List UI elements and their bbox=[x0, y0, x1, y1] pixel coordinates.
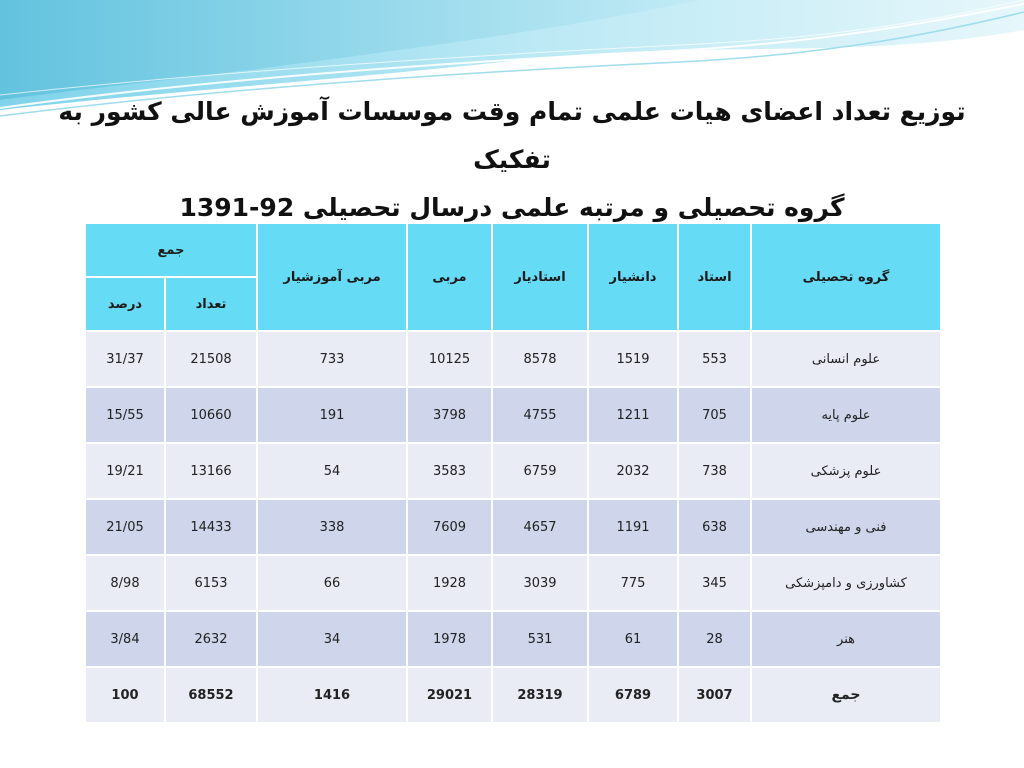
table-row bbox=[85, 611, 941, 667]
cell-group: هنر bbox=[751, 611, 941, 667]
cell-professor: 345 bbox=[678, 555, 751, 611]
cell-instructor: 10125 bbox=[407, 331, 492, 387]
slide-title bbox=[40, 88, 984, 232]
cell-instructor: 1978 bbox=[407, 611, 492, 667]
cell-associate: 1519 bbox=[588, 331, 678, 387]
header-group: گروه تحصیلی bbox=[751, 223, 941, 331]
cell-associate: 2032 bbox=[588, 443, 678, 499]
title-line-1: توزیع تعداد اعضای هیات علمی تمام وقت موسسات آموزش عالی کشور به تفکیک bbox=[58, 97, 966, 174]
header-instructor: مربی bbox=[407, 223, 492, 331]
cell-teaching-assistant: 34 bbox=[257, 611, 407, 667]
cell-teaching-assistant-total: 1416 bbox=[257, 667, 407, 723]
header-count: تعداد bbox=[165, 277, 257, 331]
cell-teaching-assistant: 191 bbox=[257, 387, 407, 443]
header-percent: درصد bbox=[85, 277, 165, 331]
cell-professor: 705 bbox=[678, 387, 751, 443]
cell-assistant: 3039 bbox=[492, 555, 588, 611]
cell-group: علوم پایه bbox=[751, 387, 941, 443]
cell-percent: 8/98 bbox=[85, 555, 165, 611]
cell-assistant: 8578 bbox=[492, 331, 588, 387]
cell-assistant: 4755 bbox=[492, 387, 588, 443]
cell-associate: 1191 bbox=[588, 499, 678, 555]
cell-associate-total: 6789 bbox=[588, 667, 678, 723]
cell-group: علوم انسانی bbox=[751, 331, 941, 387]
cell-count-total: 68552 bbox=[165, 667, 257, 723]
cell-count: 6153 bbox=[165, 555, 257, 611]
cell-instructor: 3583 bbox=[407, 443, 492, 499]
title-line-2: گروه تحصیلی و مرتبه علمی درسال تحصیلی 92-1391 bbox=[179, 193, 845, 222]
cell-assistant: 6759 bbox=[492, 443, 588, 499]
header-associate: دانشیار bbox=[588, 223, 678, 331]
cell-professor: 553 bbox=[678, 331, 751, 387]
cell-count: 13166 bbox=[165, 443, 257, 499]
cell-associate: 61 bbox=[588, 611, 678, 667]
cell-professor-total: 3007 bbox=[678, 667, 751, 723]
cell-associate: 775 bbox=[588, 555, 678, 611]
cell-percent-total: 100 bbox=[85, 667, 165, 723]
header-sum: جمع bbox=[85, 223, 257, 277]
cell-professor: 28 bbox=[678, 611, 751, 667]
cell-percent: 15/55 bbox=[85, 387, 165, 443]
cell-assistant: 4657 bbox=[492, 499, 588, 555]
table-total-row bbox=[85, 667, 941, 723]
table-row bbox=[85, 499, 941, 555]
table-row bbox=[85, 331, 941, 387]
table-row bbox=[85, 555, 941, 611]
cell-assistant: 531 bbox=[492, 611, 588, 667]
cell-instructor-total: 29021 bbox=[407, 667, 492, 723]
cell-percent: 19/21 bbox=[85, 443, 165, 499]
cell-percent: 3/84 bbox=[85, 611, 165, 667]
faculty-distribution-table bbox=[84, 222, 942, 724]
cell-group: کشاورزی و دامپزشکی bbox=[751, 555, 941, 611]
cell-instructor: 1928 bbox=[407, 555, 492, 611]
cell-assistant-total: 28319 bbox=[492, 667, 588, 723]
cell-associate: 1211 bbox=[588, 387, 678, 443]
header-assistant: استادیار bbox=[492, 223, 588, 331]
table-row bbox=[85, 387, 941, 443]
header-professor: استاد bbox=[678, 223, 751, 331]
cell-teaching-assistant: 733 bbox=[257, 331, 407, 387]
cell-percent: 21/05 bbox=[85, 499, 165, 555]
header-teaching-assistant: مربی آموزشیار bbox=[257, 223, 407, 331]
cell-count: 10660 bbox=[165, 387, 257, 443]
cell-percent: 31/37 bbox=[85, 331, 165, 387]
cell-teaching-assistant: 54 bbox=[257, 443, 407, 499]
table-row bbox=[85, 443, 941, 499]
cell-count: 21508 bbox=[165, 331, 257, 387]
cell-instructor: 3798 bbox=[407, 387, 492, 443]
cell-teaching-assistant: 66 bbox=[257, 555, 407, 611]
cell-group: علوم پزشکی bbox=[751, 443, 941, 499]
cell-instructor: 7609 bbox=[407, 499, 492, 555]
cell-group: فنی و مهندسی bbox=[751, 499, 941, 555]
cell-count: 2632 bbox=[165, 611, 257, 667]
cell-professor: 638 bbox=[678, 499, 751, 555]
cell-group-total: جمع bbox=[751, 667, 941, 723]
cell-teaching-assistant: 338 bbox=[257, 499, 407, 555]
cell-count: 14433 bbox=[165, 499, 257, 555]
cell-professor: 738 bbox=[678, 443, 751, 499]
